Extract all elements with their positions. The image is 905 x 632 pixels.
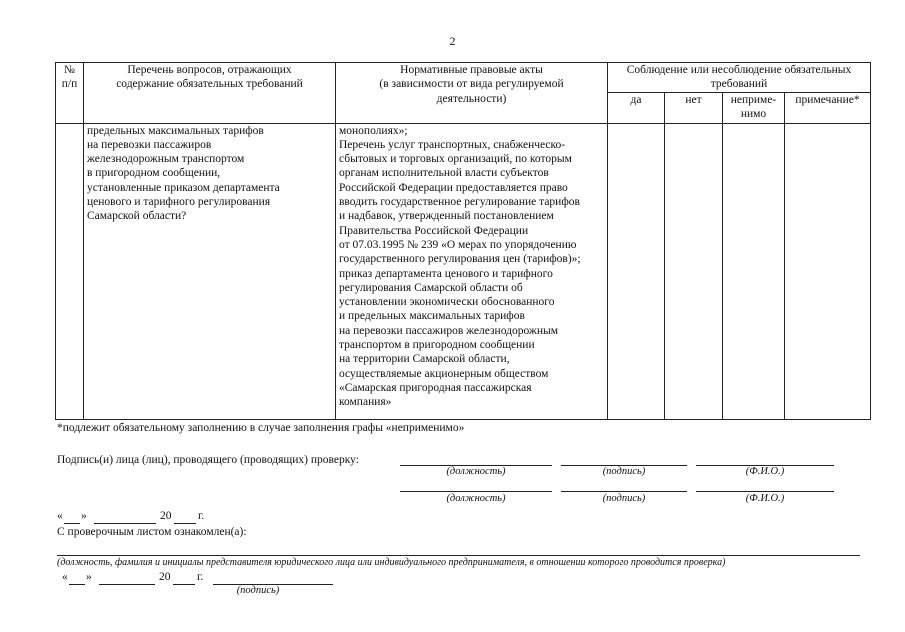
- position-caption-1: (должность): [446, 466, 506, 477]
- bottom-sign-line[interactable]: [213, 571, 333, 585]
- signature-label: Подпись(и) лица (лиц), проводящего (проводящих) проверку:: [57, 454, 359, 466]
- date-open-quote-1: «: [57, 510, 63, 522]
- row-acts-cell: монополиях»; Перечень услуг транспортных, снабженческо- сбытовых и торговых организаций, по которым органам исполнительной власти субъектов Российской Федерации предоставляется право вводить государственное регулирование тарифов и надбавок, утвержденный постановлением Правительства Российской Федерации от 07.03.1995 № 239 «О мерах по упорядочению государственного регулирования цен (тарифов)»; приказ департамента ценового и тарифного регулирования Самарской области об установлении экономически обоснованного и предельных максимальных тарифов на перевозки пассажиров железнодорожным транспортом в пригородном сообщении на территории Самарской области, осуществляемые акционерным обществом «Самарская пригородная пассажирская компания»: [336, 123, 608, 419]
- representative-line[interactable]: [57, 542, 860, 556]
- position-caption-2: (должность): [446, 493, 506, 504]
- date-year-1: 20: [160, 510, 172, 522]
- date-day-line-1[interactable]: [64, 510, 80, 524]
- fio-line-1[interactable]: [696, 452, 834, 466]
- date-year-2: 20: [159, 571, 171, 583]
- sign-caption-1: (подпись): [602, 466, 646, 477]
- fio-line-2[interactable]: [696, 478, 834, 492]
- date-close-quote-1: »: [81, 510, 87, 522]
- position-line-2[interactable]: [400, 478, 552, 492]
- checklist-table: [55, 62, 871, 420]
- date-month-line-1[interactable]: [94, 510, 156, 524]
- date-month-line-2[interactable]: [99, 571, 155, 585]
- date-close-quote-2: »: [86, 571, 92, 583]
- header-yes: да: [608, 92, 665, 123]
- row-yes-cell[interactable]: [608, 123, 665, 419]
- row-questions-cell: предельных максимальных тарифов на перевозки пассажиров железнодорожным транспортом в пригородном сообщении, установленные приказом департамента ценового и тарифного регулирования Самарской области?: [84, 123, 336, 419]
- fio-caption-1: (Ф.И.О.): [745, 466, 785, 477]
- footnote: *подлежит обязательному заполнению в случае заполнения графы «неприменимо»: [57, 422, 465, 434]
- row-note-cell[interactable]: [785, 123, 871, 419]
- page-number: 2: [449, 34, 456, 48]
- header-num: № п/п: [56, 63, 84, 124]
- acquainted-label: С проверочным листом ознакомлен(а):: [57, 526, 247, 538]
- fio-caption-2: (Ф.И.О.): [745, 493, 785, 504]
- header-no: нет: [665, 92, 723, 123]
- sign-line-1[interactable]: [561, 452, 687, 466]
- header-acts: Нормативные правовые акты (в зависимости от вида регулируемой деятельности): [336, 63, 608, 124]
- date-day-line-2[interactable]: [69, 571, 85, 585]
- date-year-line-2[interactable]: [173, 571, 195, 585]
- row-no-cell[interactable]: [665, 123, 723, 419]
- date-open-quote-2: «: [62, 571, 68, 583]
- sign-line-2[interactable]: [561, 478, 687, 492]
- representative-caption: (должность, фамилия и инициалы представителя юридического лица или индивидуального предпринимателя, в отношении которого проводится проверка): [57, 557, 726, 568]
- position-line-1[interactable]: [400, 452, 552, 466]
- header-compliance-group: Соблюдение или несоблюдение обязательных требований: [608, 63, 871, 93]
- bottom-sign-caption: (подпись): [236, 585, 280, 596]
- sign-caption-2: (подпись): [602, 493, 646, 504]
- header-na: неприме- нимо: [723, 92, 785, 123]
- date-suffix-1: г.: [198, 510, 205, 522]
- header-note: примечание*: [785, 92, 871, 123]
- row-num-cell: [56, 123, 84, 419]
- row-na-cell[interactable]: [723, 123, 785, 419]
- header-questions: Перечень вопросов, отражающих содержание обязательных требований: [84, 63, 336, 124]
- date-suffix-2: г.: [197, 571, 204, 583]
- date-year-line-1[interactable]: [174, 510, 196, 524]
